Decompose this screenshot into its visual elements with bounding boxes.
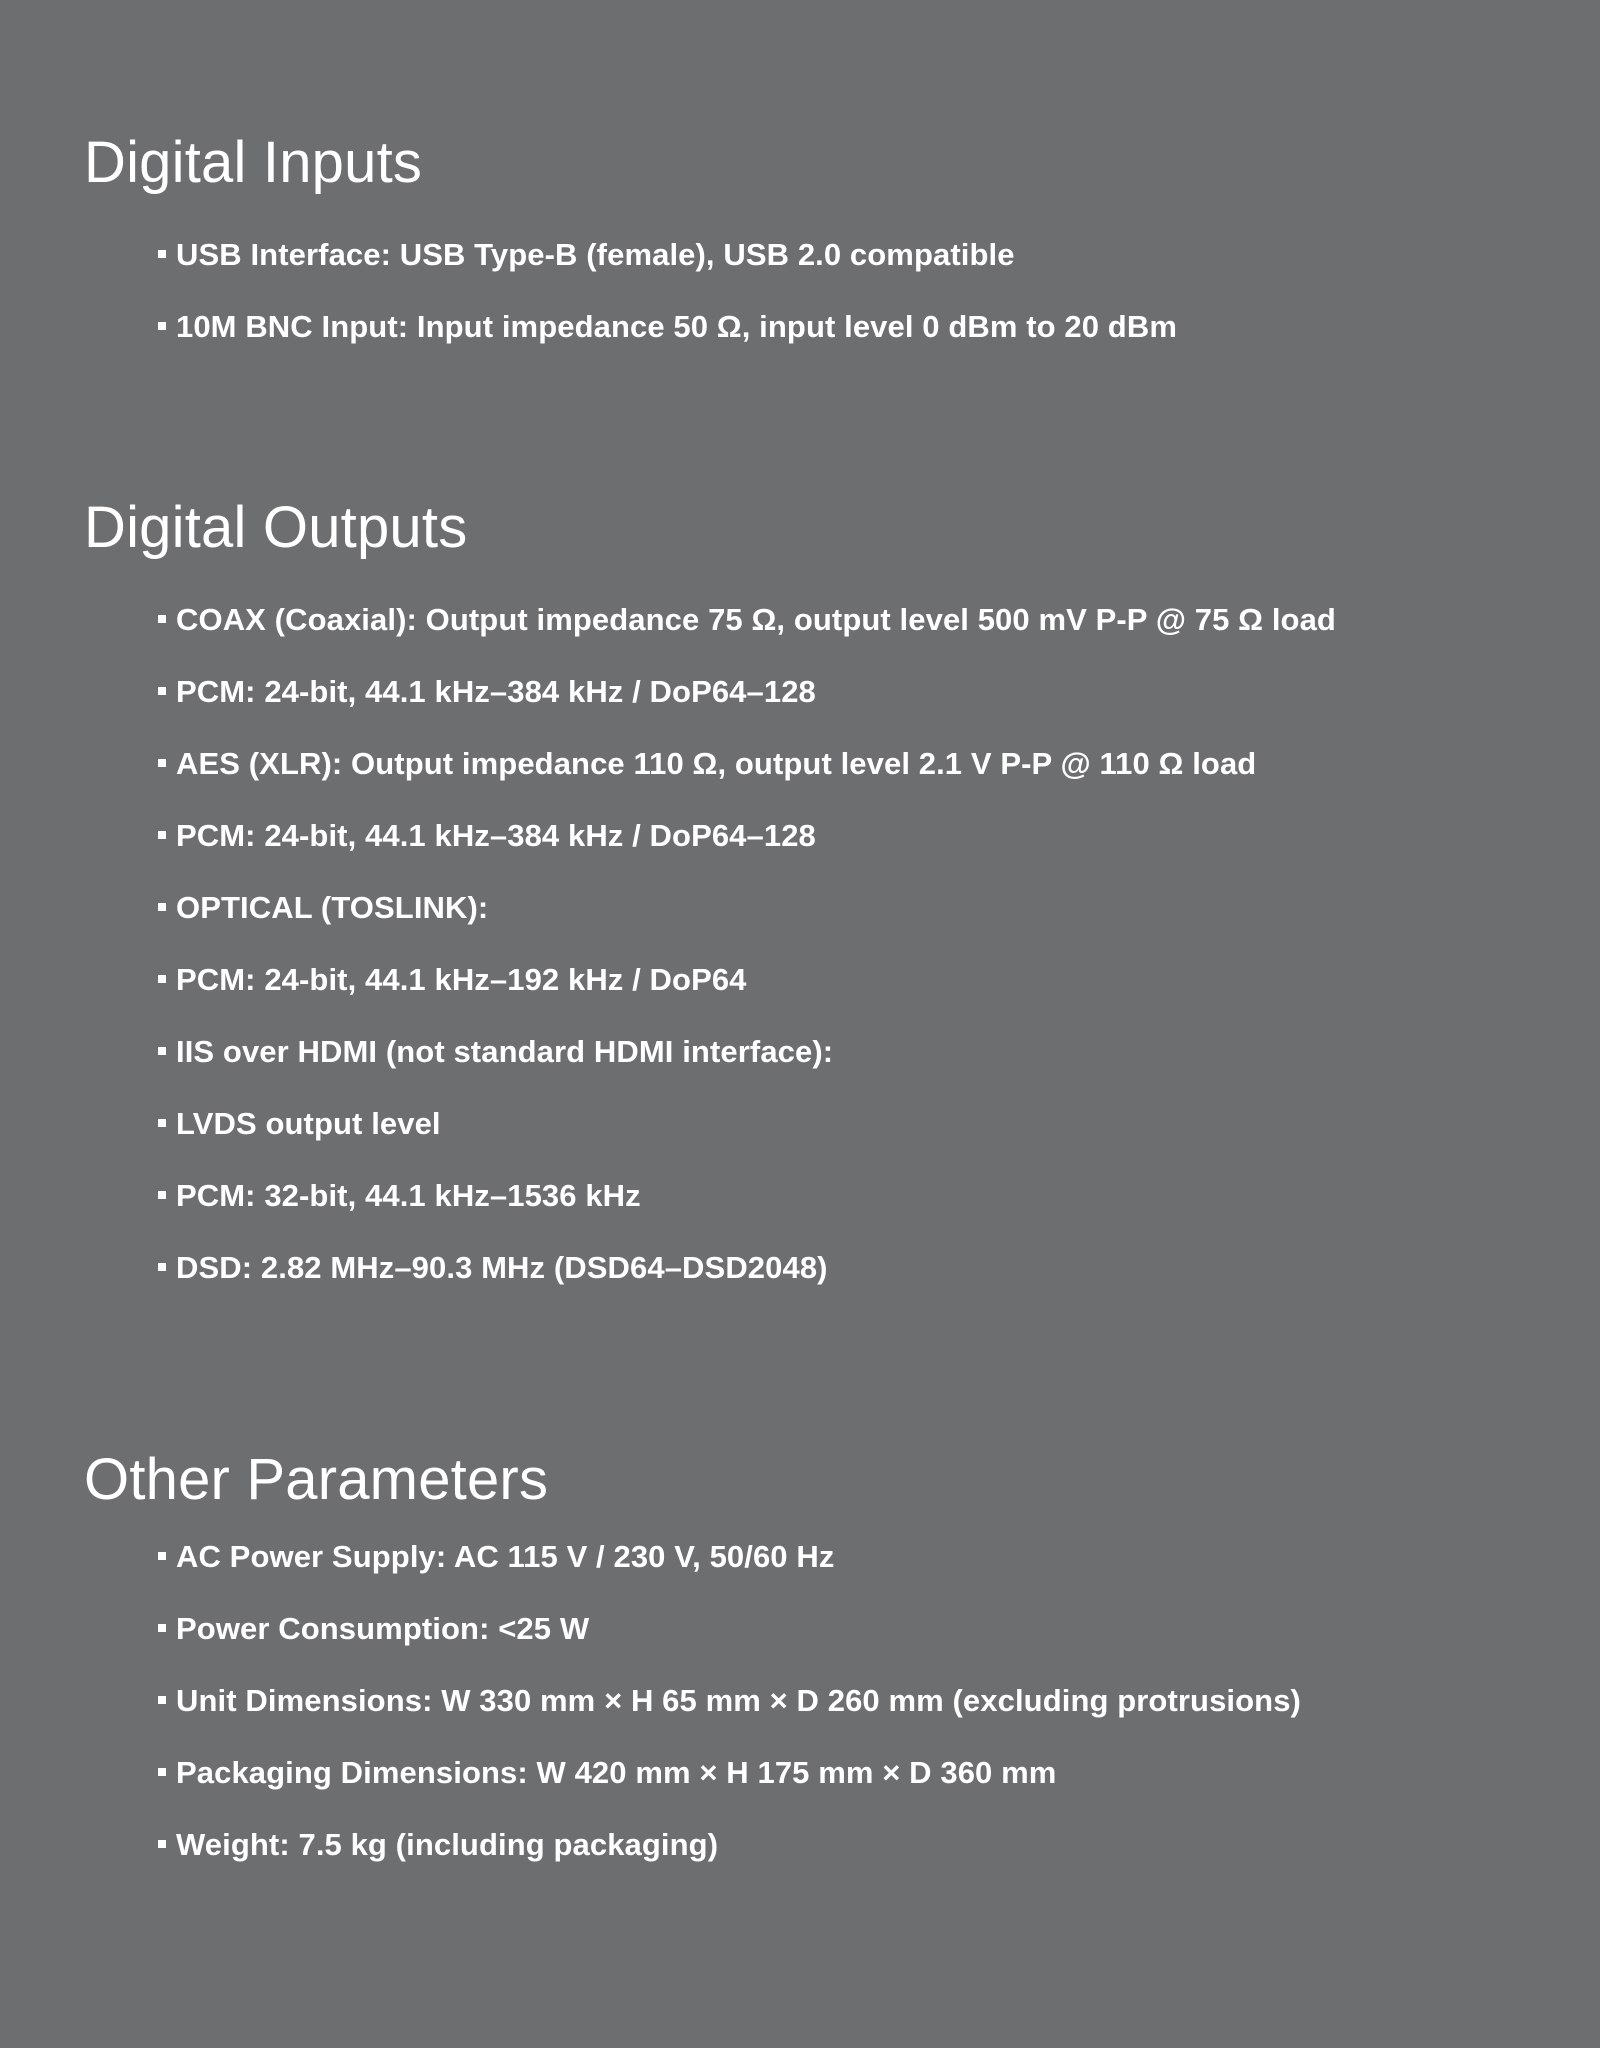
bullet-icon [158, 975, 166, 983]
list-item: IIS over HDMI (not standard HDMI interface): [158, 1036, 1564, 1108]
list-item: LVDS output level [158, 1108, 1564, 1180]
spec-list [84, 1541, 1564, 1901]
spec-list [84, 604, 1564, 1324]
bullet-icon [158, 759, 166, 767]
list-item: Unit Dimensions: W 330 mm × H 65 mm × D 260 mm (excluding protrusions) [158, 1685, 1564, 1757]
bullet-icon [158, 903, 166, 911]
spec-list [84, 239, 1564, 383]
bullet-icon [158, 1624, 166, 1632]
list-item: Packaging Dimensions: W 420 mm × H 175 mm × D 360 mm [158, 1757, 1564, 1829]
list-item: AES (XLR): Output impedance 110 Ω, output level 2.1 V P-P @ 110 Ω load [158, 748, 1564, 820]
list-item: COAX (Coaxial): Output impedance 75 Ω, output level 500 mV P-P @ 75 Ω load [158, 604, 1564, 676]
bullet-icon [158, 615, 166, 623]
bullet-icon [158, 1263, 166, 1271]
list-item: OPTICAL (TOSLINK): [158, 892, 1564, 964]
list-item: 10M BNC Input: Input impedance 50 Ω, input level 0 dBm to 20 dBm [158, 311, 1564, 383]
list-item: PCM: 24-bit, 44.1 kHz–192 kHz / DoP64 [158, 964, 1564, 1036]
list-item: AC Power Supply: AC 115 V / 230 V, 50/60 Hz [158, 1541, 1564, 1613]
bullet-icon [158, 1047, 166, 1055]
bullet-icon [158, 687, 166, 695]
section-digital-inputs [84, 130, 1564, 383]
list-item: PCM: 24-bit, 44.1 kHz–384 kHz / DoP64–128 [158, 820, 1564, 892]
list-item: PCM: 32-bit, 44.1 kHz–1536 kHz [158, 1180, 1564, 1252]
list-item: USB Interface: USB Type-B (female), USB 2.0 compatible [158, 239, 1564, 311]
bullet-icon [158, 1768, 166, 1776]
bullet-icon [158, 250, 166, 258]
bullet-icon [158, 1696, 166, 1704]
bullet-icon [158, 1840, 166, 1848]
list-item: Power Consumption: <25 W [158, 1613, 1564, 1685]
bullet-icon [158, 322, 166, 330]
bullet-icon [158, 1119, 166, 1127]
section-other-parameters [84, 1447, 1564, 1901]
list-item: Weight: 7.5 kg (including packaging) [158, 1829, 1564, 1901]
list-item: DSD: 2.82 MHz–90.3 MHz (DSD64–DSD2048) [158, 1252, 1564, 1324]
bullet-icon [158, 1552, 166, 1560]
bullet-icon [158, 831, 166, 839]
section-digital-outputs [84, 495, 1564, 1324]
section-title: Digital Inputs [84, 130, 423, 195]
bullet-icon [158, 1191, 166, 1199]
list-item: PCM: 24-bit, 44.1 kHz–384 kHz / DoP64–128 [158, 676, 1564, 748]
section-title: Digital Outputs [84, 495, 468, 560]
section-title: Other Parameters [84, 1447, 549, 1512]
